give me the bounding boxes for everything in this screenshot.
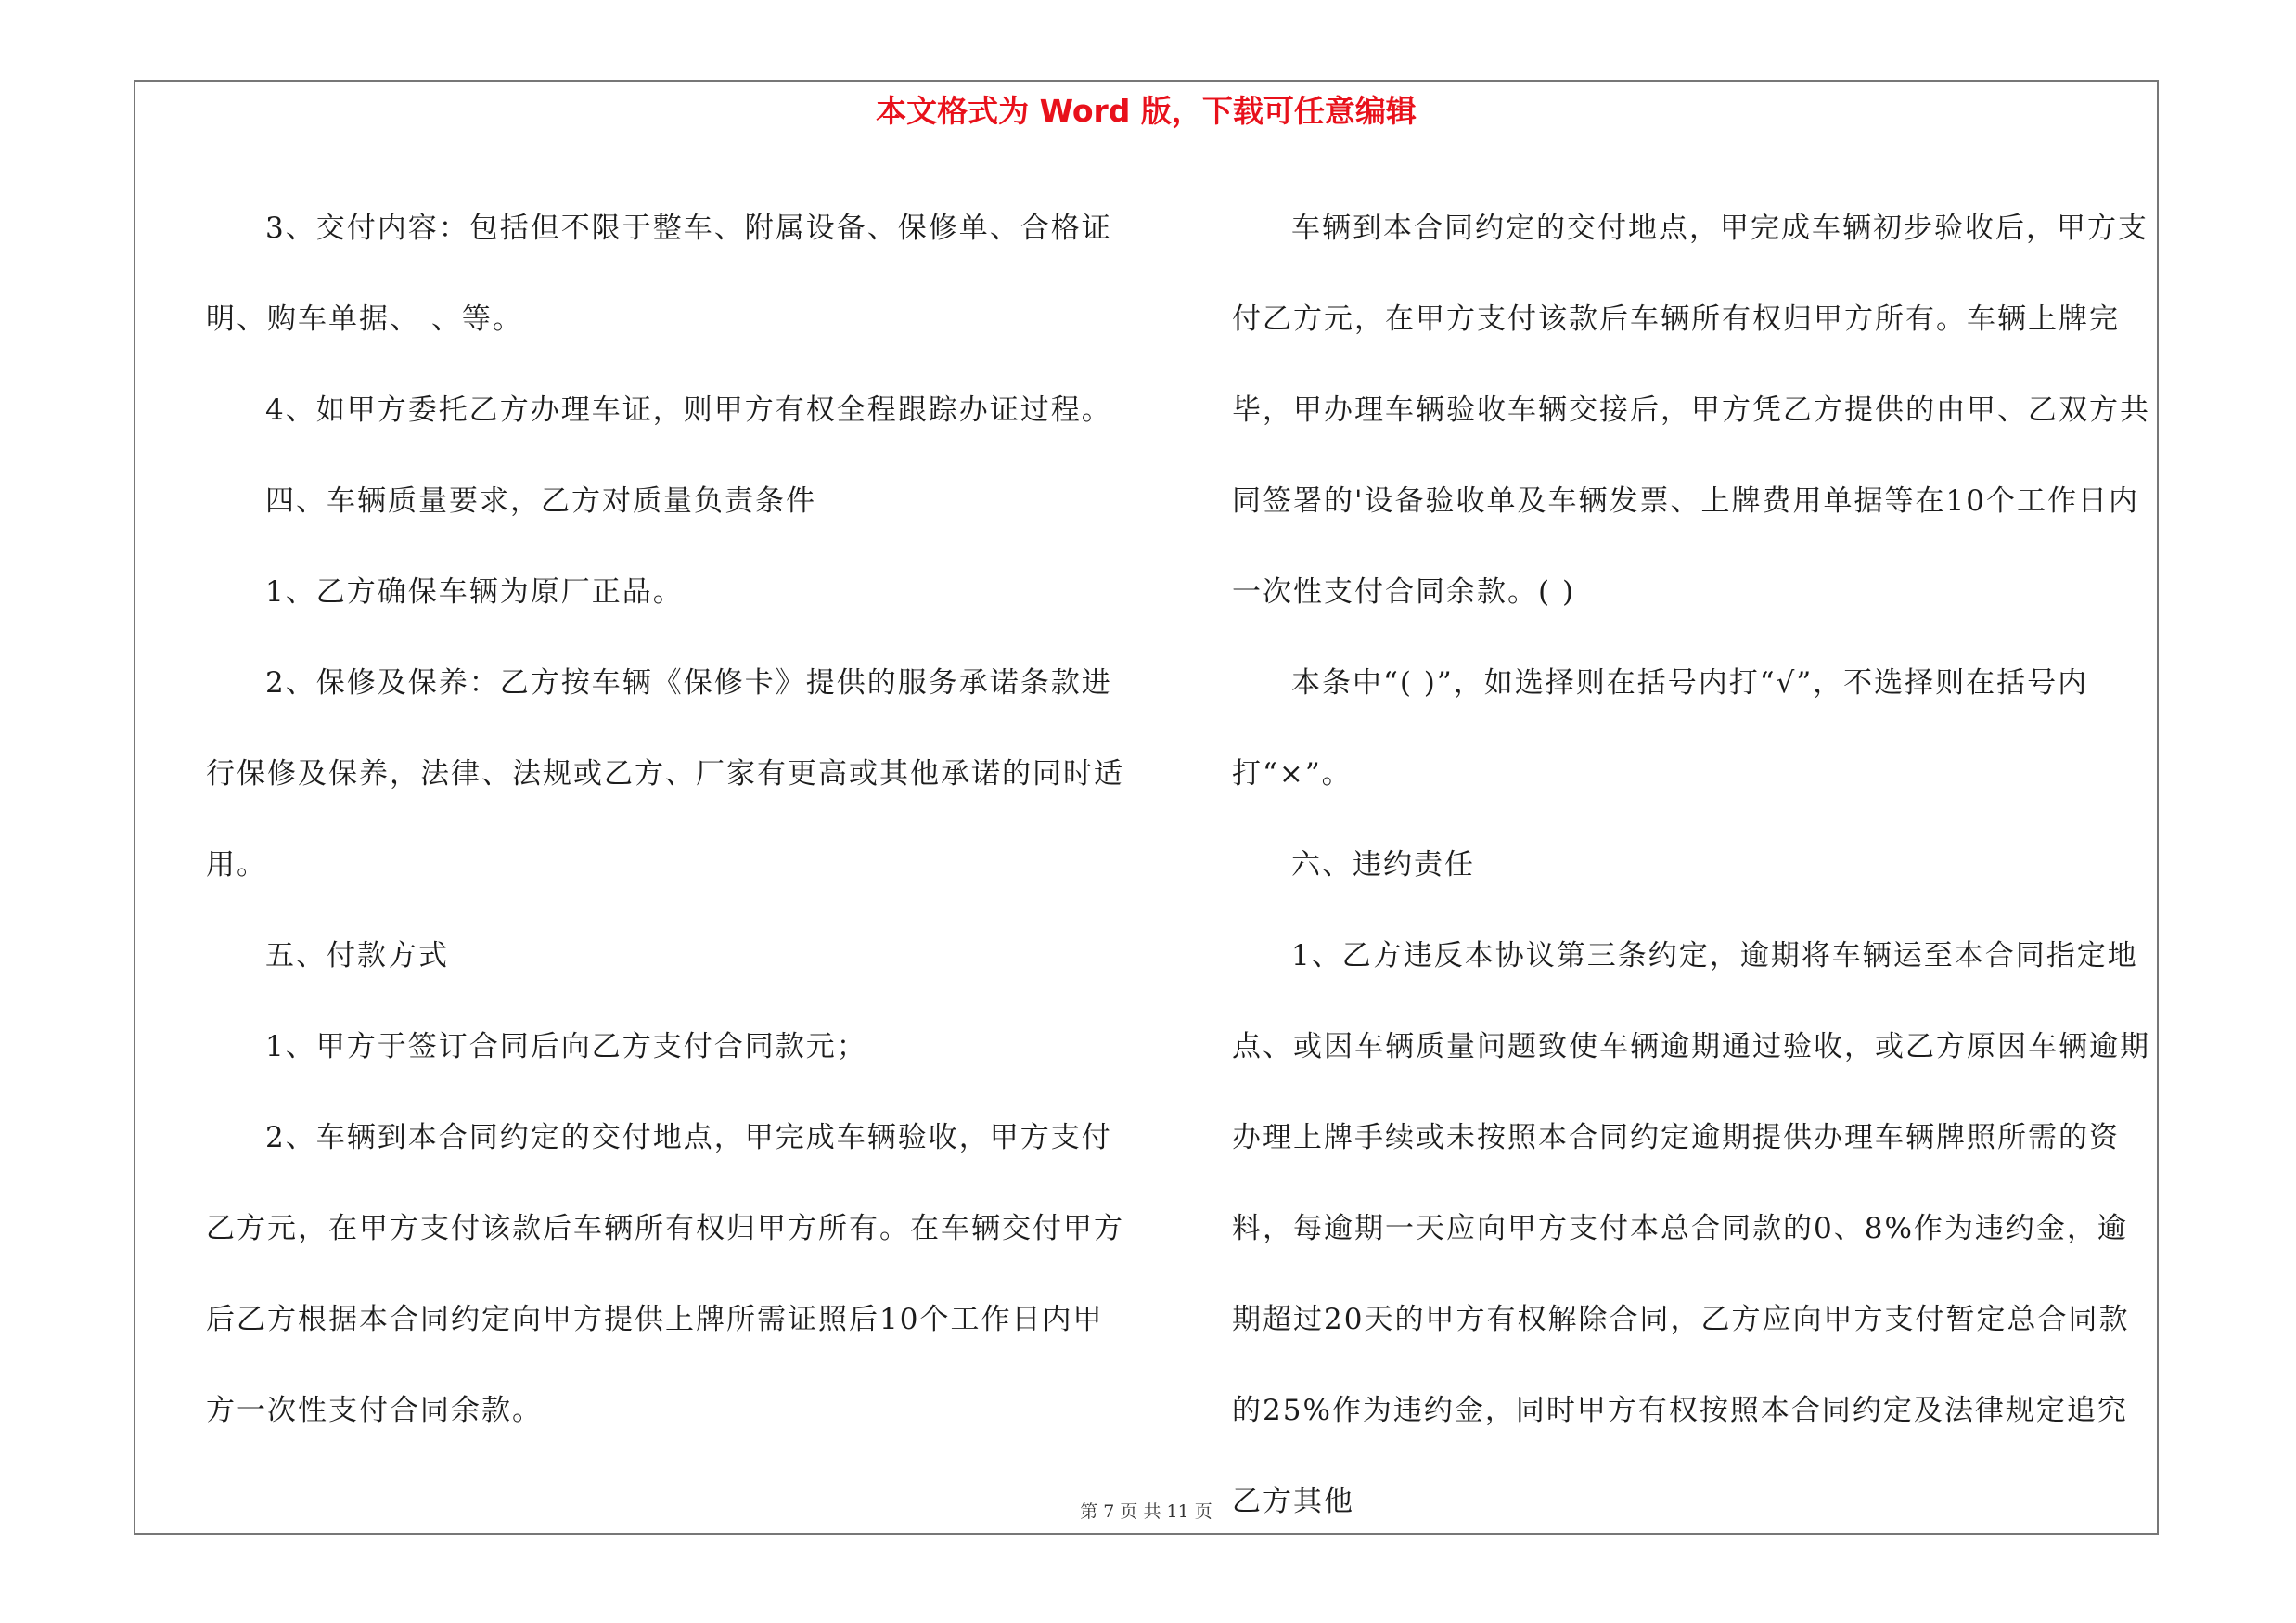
paragraph-vehicle-license: 4、如甲方委托乙方办理车证，则甲方有权全程跟踪办证过程。: [265, 393, 1112, 427]
right-column: [1232, 183, 2150, 1547]
paragraph-payment-1: 1、甲方于签订合同后向乙方支付合同款元；: [265, 1030, 867, 1063]
paragraph-payment-2: 2、车辆到本合同约定的交付地点，甲完成车辆验收，甲方支付乙方元，在甲方支付该款后车辆所有权归甲方所有。在车辆交付甲方后乙方根据本合同约定向甲方提供上牌所需证照后10个工作日内甲方一次性支付合同余款。: [206, 1121, 1124, 1427]
page-number: 第 7 页 共 11 页: [1080, 1501, 1212, 1522]
paragraph-original-product: 1、乙方确保车辆为原厂正品。: [265, 575, 684, 609]
paragraph-warranty: 2、保修及保养：乙方按车辆《保修卡》提供的服务承诺条款进行保修及保养，法律、法规或乙方、厂家有更高或其他承诺的同时适用。: [206, 666, 1124, 882]
paragraph-payment-alternative: 车辆到本合同约定的交付地点，甲完成车辆初步验收后，甲方支付乙方元，在甲方支付该款后车辆所有权归甲方所有。车辆上牌完毕，甲办理车辆验收车辆交接后，甲方凭乙方提供的由甲、乙双方共同签署的'设备验收单及车辆发票、上牌费用单据等在10个工作日内一次性支付合同余款。( ): [1232, 212, 2150, 609]
word-format-banner: 本文格式为 Word 版，下载可任意编辑: [876, 93, 1417, 129]
section-heading-payment: 五、付款方式: [265, 939, 449, 973]
paragraph-liability-1: 1、乙方违反本协议第三条约定，逾期将车辆运至本合同指定地点、或因车辆质量问题致使车辆逾期通过验收，或乙方原因车辆逾期办理上牌手续或未按照本合同约定逾期提供办理车辆牌照所需的资料，每逾期一天应向甲方支付本总合同款的0、8%作为违约金，逾期超过20天的甲方有权解除合同，乙方应向甲方支付暂定总合同款的25%作为违约金，同时甲方有权按照本合同约定及法律规定追究乙方其他: [1232, 939, 2150, 1518]
left-column: [206, 183, 1124, 1456]
section-heading-quality: 四、车辆质量要求，乙方对质量负责条件: [265, 484, 816, 518]
paragraph-checkbox-note: 本条中“( )”，如选择则在括号内打“√”，不选择则在括号内打“×”。: [1232, 666, 2089, 791]
paragraph-delivery-content: 3、交付内容：包括但不限于整车、附属设备、保修单、合格证明、购车单据、 、等。: [206, 212, 1112, 336]
section-heading-liability: 六、违约责任: [1291, 848, 1475, 882]
